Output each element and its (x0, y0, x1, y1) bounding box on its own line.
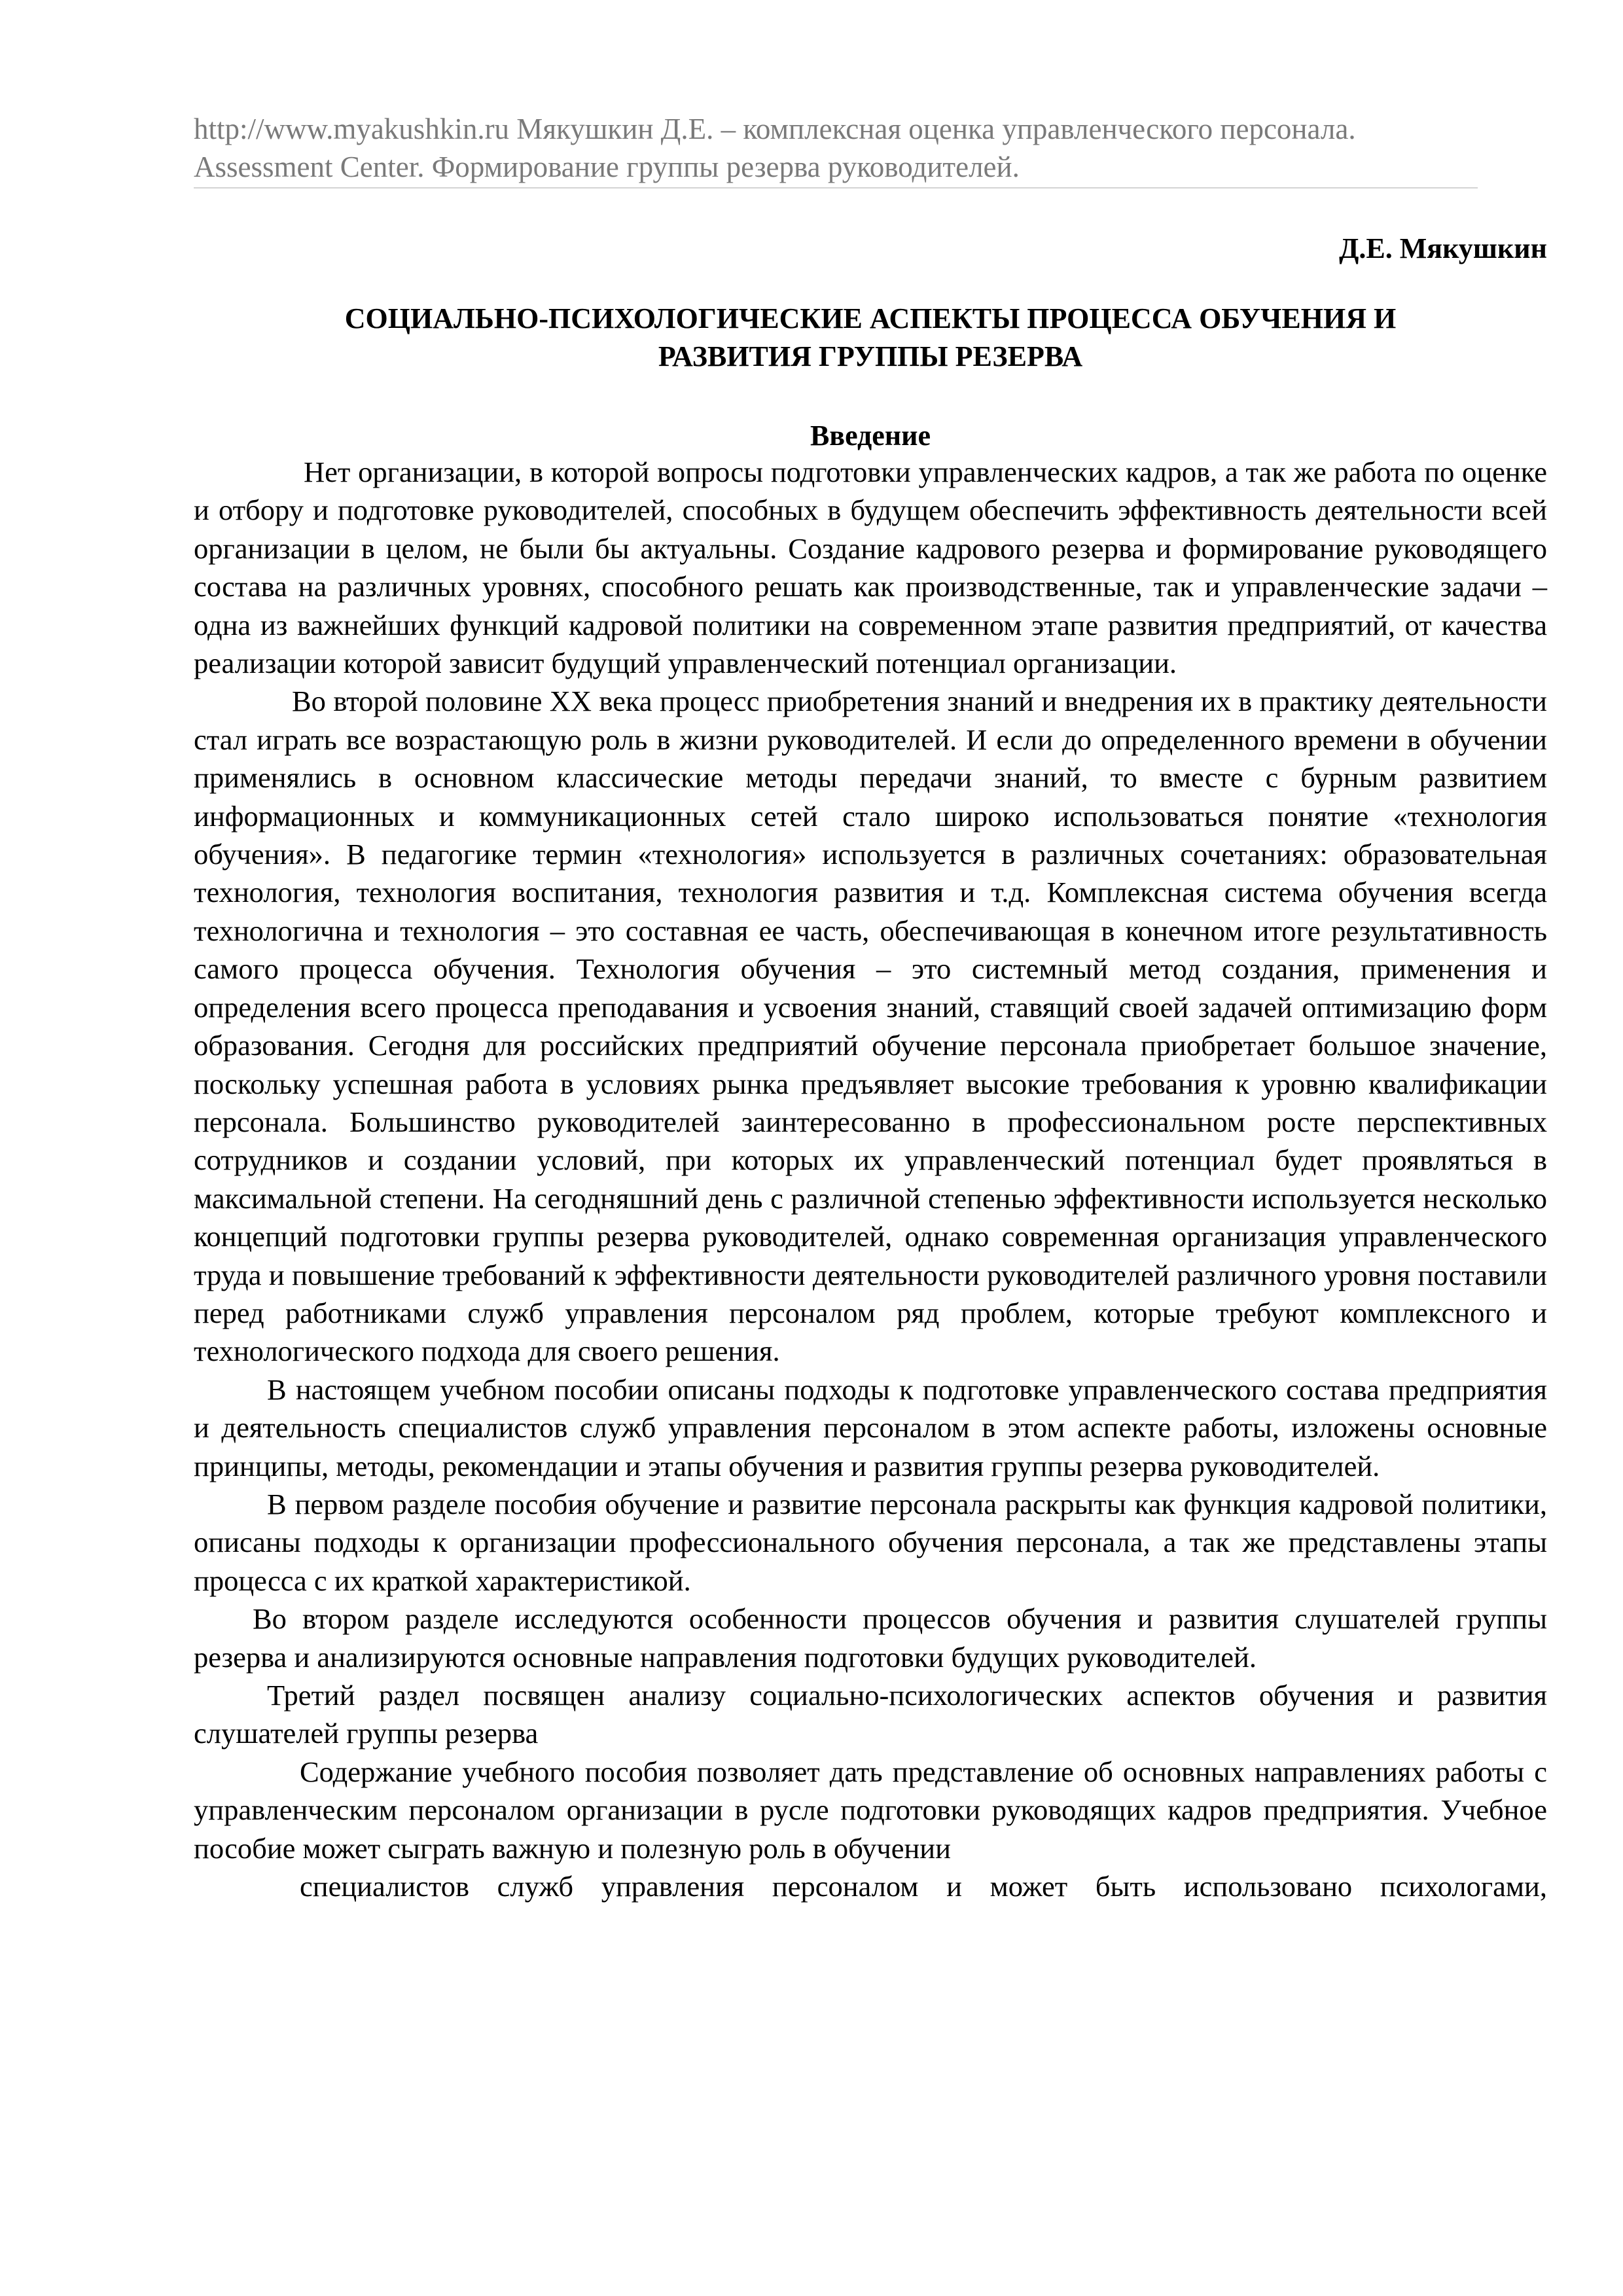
running-header-line-2: Assessment Center. Формирование группы резерва руководителей. (194, 151, 1020, 183)
running-header-line-1: http://www.myakushkin.ru Мякушкин Д.Е. – комплексная оценка управленческого персонала. (194, 113, 1356, 145)
paragraph-3: В настоящем учебном пособии описаны подходы к подготовке управленческого состава предприятия и деятельность специалистов служб управления персоналом в этом аспекте работы, изложены основные принципы, методы, рекомендации и этапы обучения и развития группы резерва руководителей. (194, 1372, 1547, 1482)
paragraph-4: В первом разделе пособия обучение и развитие персонала раскрыты как функция кадровой политики, описаны подходы к организации профессионального обучения персонала, а так же представлены этапы процесса с их краткой характеристикой. (194, 1487, 1547, 1597)
document-title (194, 300, 1547, 376)
paragraph-7: Содержание учебного пособия позволяет дать представление об основных направлениях работы с управленческим персоналом организации в русле подготовки руководящих кадров предприятия. Учебное пособие может сыграть важную и полезную роль в обучении (194, 1755, 1547, 1865)
paragraph-8: специалистов служб управления персоналом и может быть использовано психологами, (300, 1870, 1547, 1903)
header-divider (194, 187, 1478, 188)
author-name: Д.Е. Мякушкин (1339, 232, 1547, 264)
section-heading-introduction: Введение (810, 420, 931, 452)
document-title-line-2: РАЗВИТИЯ ГРУППЫ РЕЗЕРВА (658, 340, 1083, 372)
body-text (194, 453, 1547, 1905)
paragraph-6: Третий раздел посвящен анализу социально-психологических аспектов обучения и развития слушателей группы резерва (194, 1679, 1547, 1750)
paragraph-1: Нет организации, в которой вопросы подготовки управленческих кадров, а так же работа по оценке и отбору и подготовке руководителей, способных в будущем обеспечить эффективность деятельности всей организации в целом, не были бы актуальны. Создание кадрового резерва и формирование руководящего состава на различных уровнях, способного решать как производственные, так и управленческие задачи – одна из важнейших функций кадровой политики на современном этапе развития предприятий, от качества реализации которой зависит будущий управленческий потенциал организации. (194, 456, 1547, 680)
paragraph-2: Во второй половине XX века процесс приобретения знаний и внедрения их в практику деятельности стал играть все возрастающую роль в жизни руководителей. И если до определенного времени в обучении применялись в основном классические методы передачи знаний, то вместе с бурным развитием информационных и коммуникационных сетей стало широко использоваться понятие «технология обучения». В педагогике термин «технология» используется в различных сочетаниях: образовательная технология, технология воспитания, технология развития и т.д. Комплексная система обучения всегда технологична и технология – это составная ее часть, обеспечивающая в конечном итоге результативность самого процесса обучения. Технология обучения – это системный метод создания, применения и определения всего процесса преподавания и усвоения знаний, ставящий своей задачей оптимизацию форм образования. Сегодня для российских предприятий обучение персонала приобретает большое значение, поскольку успешная работа в условиях рынка предъявляет высокие требования к уровню квалификации персонала. Большинство руководителей заинтересованно в профессиональном росте перспективных сотрудников и создании условий, при которых их управленческий потенциал будет проявляться в максимальной степени. На сегодняшний день с различной степенью эффективности используется несколько концепций подготовки группы резерва руководителей, однако современная организация управленческого труда и повышение требований к эффективности деятельности руководителей различного уровня поставили перед работниками служб управления персоналом ряд проблем, которые требуют комплексного и технологического подхода для своего решения. (194, 685, 1547, 1368)
document-title-line-1: СОЦИАЛЬНО-ПСИХОЛОГИЧЕСКИЕ АСПЕКТЫ ПРОЦЕССА ОБУЧЕНИЯ И (344, 302, 1397, 334)
paragraph-5: Во втором разделе исследуются особенности процессов обучения и развития слушателей группы резерва и анализируются основные направления подготовки будущих руководителей. (194, 1602, 1547, 1674)
running-header (194, 110, 1489, 186)
